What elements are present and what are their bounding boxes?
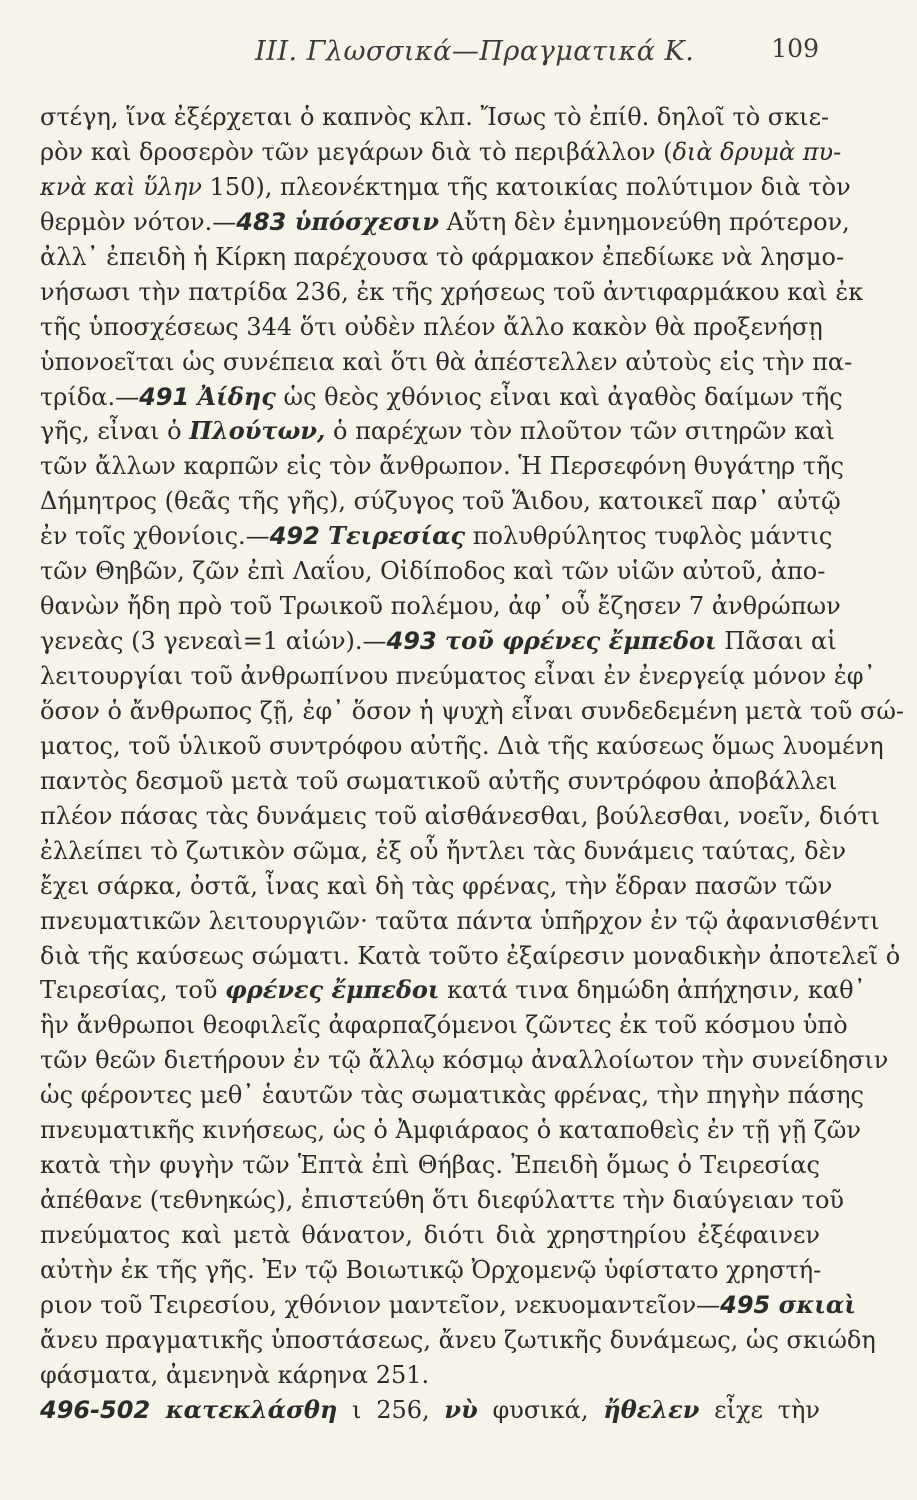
- text-run: εἶχε τὴν: [699, 1395, 820, 1424]
- text-run: λειτουργίαι τοῦ ἀνθρωπίνου πνεύματος εἶναι ἐν ἐνεργείᾳ μόνον ἐφ᾽: [40, 662, 876, 690]
- verse-number: 495: [720, 1290, 771, 1319]
- text-line: [40, 1218, 820, 1253]
- italic-quote: διὰ δρυμὰ πυ-: [672, 137, 842, 166]
- text-line: [40, 519, 833, 554]
- text-line: [40, 904, 880, 939]
- text-line: [40, 484, 841, 519]
- text-run: τῆς ὑποσχέσεως 344 ὅτι οὐδὲν πλέον ἄλλο κακὸν θὰ προξενήσῃ: [40, 312, 823, 341]
- verse-number: 492: [269, 522, 320, 551]
- text-run: πνευματικῆς κινήσεως, ὡς ὁ Ἀμφιάραος ὁ καταποθεὶς ἐν τῇ γῇ ζῶν: [40, 1116, 861, 1145]
- text-line: [40, 973, 866, 1008]
- text-run: Αὔτη δὲν ἐμνημονεύθη πρότερον,: [438, 207, 850, 236]
- lemma: Τειρεσίας: [319, 521, 466, 551]
- text-run: ὁ παρέχων τὸν πλοῦτον τῶν σιτηρῶν καὶ: [325, 417, 835, 446]
- text-run: 150), πλεονέκτημα τῆς κατοικίας πολύτιμον διὰ τὸν: [201, 172, 851, 201]
- lemma: φρένες ἔμπεδοι: [225, 975, 440, 1005]
- text-run: ἄνευ πραγματικῆς ὑποστάσεως, ἄνευ ζωτικῆς δυνάμεως, ὡς σκιώδη: [40, 1325, 876, 1354]
- text-line: [40, 1323, 876, 1358]
- text-run: κατὰ τὴν φυγὴν τῶν Ἑπτὰ ἐπὶ Θήβας. Ἐπειδὴ ὅμως ὁ Τειρεσίας: [40, 1151, 820, 1180]
- text-line: [40, 869, 833, 904]
- text-run: ἐν τοῖς χθονίοις.—: [40, 522, 270, 551]
- body-text: [40, 100, 905, 1428]
- text-run: ἔχει σάρκα, ὀστᾶ, ἶνας καὶ δὴ τὰς φρένας, τὴν ἕδραν πασῶν τῶν: [40, 871, 833, 900]
- text-run: φυσικά,: [477, 1395, 604, 1424]
- text-run: πλέον πάσας τὰς δυνάμεις τοῦ αἰσθάνεσθαι, βούλεσθαι, νοεῖν, διότι: [40, 801, 880, 830]
- text-run: γενεὰς (3 γενεαὶ=1 αἰών).—: [40, 627, 387, 656]
- text-run: αὐτὴν ἐκ τῆς γῆς. Ἐν τῷ Βοιωτικῷ Ὀρχομενῷ ὑφίστατο χρηστή-: [40, 1255, 822, 1284]
- text-run: διὰ τῆς καύσεως σώματι. Κατὰ τοῦτο ἐξαίρεσιν μοναδικὴν ἀποτελεῖ ὁ: [40, 941, 901, 970]
- text-line: [40, 275, 864, 310]
- text-line: [40, 170, 851, 205]
- text-run: Δήμητρος (θεᾶς τῆς γῆς), σύζυγος τοῦ Ἅιδου, κατοικεῖ παρ᾽ αὐτῷ: [40, 487, 841, 516]
- text-line: [40, 1393, 820, 1428]
- text-run: ὡς θεὸς χθόνιος εἶναι καὶ ἀγαθὸς δαίμων τῆς: [275, 382, 843, 411]
- text-line: [40, 1288, 856, 1323]
- text-run: παντὸς δεσμοῦ μετὰ τοῦ σωματικοῦ αὐτῆς συντρόφου ἀποβάλλει: [40, 766, 838, 795]
- lemma: κατεκλάσθη: [150, 1394, 338, 1424]
- text-run: πολυθρύλητος τυφλὸς μάντις: [465, 522, 833, 551]
- text-run: ριον τοῦ Τειρεσίου, χθόνιον μαντεῖον, νεκυομαντεῖον—: [40, 1290, 721, 1319]
- text-run: ὑπονοεῖται ὡς συνέπεια καὶ ὅτι θὰ ἀπέστελλεν αὐτοὺς εἰς τὴν πα-: [40, 347, 853, 376]
- text-run: ἣν ἄνθρωποι θεοφιλεῖς ἀφαρπαζόμενοι ζῶντες ἐκ τοῦ κόσμου ὑπὸ: [40, 1011, 848, 1040]
- verse-number: 496-502: [40, 1395, 151, 1424]
- text-run: νήσωσι τὴν πατρίδα 236, ἐκ τῆς χρήσεως τοῦ ἀντιφαρμάκου καὶ ἐκ: [40, 277, 864, 306]
- text-run: ματος, τοῦ ὑλικοῦ συντρόφου αὐτῆς. Διὰ τῆς καύσεως ὅμως λυομένη: [40, 731, 884, 760]
- text-run: τῶν Θηβῶν, ζῶν ἐπὶ Λαΐου, Οἰδίποδος καὶ τῶν υἱῶν αὐτοῦ, ἀπο-: [40, 557, 826, 586]
- text-run: φάσματα, ἀμενηνὰ κάρηνα 251.: [40, 1360, 430, 1389]
- text-line: [40, 449, 844, 484]
- text-line: [40, 799, 880, 834]
- text-line: [40, 414, 835, 449]
- text-run: Πᾶσαι αἱ: [716, 627, 837, 656]
- text-line: [40, 659, 876, 694]
- verse-number: 491: [139, 382, 190, 411]
- text-run: πνεύματος καὶ μετὰ θάνατον, διότι διὰ χρηστηρίου ἐξέφαινεν: [40, 1221, 820, 1249]
- text-line: [40, 554, 826, 589]
- lemma: σκιαὶ: [770, 1289, 856, 1319]
- text-run: ὅσον ὁ ἄνθρωπος ζῇ, ἐφ᾽ ὅσον ἡ ψυχὴ εἶναι συνδεδεμένη μετὰ τοῦ σώ-: [40, 696, 905, 725]
- text-line: [40, 1043, 889, 1078]
- text-run: ἀπέθανε (τεθνηκώς), ἐπιστεύθη ὅτι διεφύλαττε τὴν διαύγειαν τοῦ: [40, 1186, 844, 1215]
- text-line: [40, 1078, 864, 1113]
- text-line: [40, 310, 823, 345]
- text-run: ἀλλ᾽ ἐπειδὴ ἡ Κίρκη παρέχουσα τὸ φάρμακον ἐπεδίωκε νὰ λησμο-: [40, 242, 845, 271]
- text-line: [40, 135, 842, 170]
- page-number: 109: [771, 34, 819, 63]
- text-line: [40, 624, 837, 659]
- text-run: ὡς φέροντες μεθ᾽ ἑαυτῶν τὰς σωματικὰς φρένας, τὴν πηγὴν πάσης: [40, 1081, 864, 1110]
- text-line: [40, 1183, 844, 1218]
- text-line: [40, 764, 838, 799]
- text-line: [40, 939, 901, 974]
- text-run: τῶν ἄλλων καρπῶν εἰς τὸν ἄνθρωπον. Ἡ Περσεφόνη θυγάτηρ τῆς: [40, 452, 844, 481]
- text-line: [40, 1113, 861, 1148]
- italic-quote: κνὰ καὶ ὕλην: [40, 172, 202, 201]
- text-run: στέγη, ἵνα ἐξέρχεται ὁ καπνὸς κλπ. Ἴσως τὸ ἐπίθ. δηλοῖ τὸ σκιε-: [40, 103, 830, 131]
- text-line: [40, 729, 884, 764]
- lemma: ἤθελεν: [603, 1394, 700, 1424]
- lemma: Ἀίδης: [189, 381, 276, 411]
- text-line: [40, 834, 847, 869]
- text-line: [40, 380, 843, 415]
- page-header: [0, 36, 917, 76]
- text-run: κατά τινα δημώδη ἀπήχησιν, καθ᾽: [439, 976, 866, 1005]
- text-run: τρίδα.—: [40, 382, 140, 411]
- lemma: νὺ: [444, 1394, 478, 1424]
- text-line: [40, 589, 841, 624]
- text-line: [40, 100, 830, 135]
- verse-number: 493: [386, 627, 437, 656]
- text-line: [40, 1008, 848, 1043]
- text-line: [40, 1253, 820, 1288]
- text-run: Τειρεσίας, τοῦ: [40, 976, 226, 1005]
- text-run: πνευματικῶν λειτουργιῶν· ταῦτα πάντα ὑπῆρχον ἐν τῷ ἀφανισθέντι: [40, 906, 880, 935]
- text-line: [40, 694, 905, 729]
- text-line: [40, 345, 853, 380]
- running-title: III. Γλωσσικά—Πραγματικά Κ.: [255, 36, 695, 67]
- text-line: [40, 1358, 820, 1393]
- text-run: θανὼν ἤδη πρὸ τοῦ Τρωικοῦ πολέμου, ἀφ᾽ οὗ ἔζησεν 7 ἀνθρώπων: [40, 592, 841, 621]
- text-run: γῆς, εἶναι ὁ: [40, 417, 190, 446]
- lemma: ὑπόσχεσιν: [286, 206, 439, 236]
- text-line: [40, 240, 845, 275]
- lemma: τοῦ φρένες ἔμπεδοι: [436, 626, 717, 656]
- verse-number: 483: [236, 207, 287, 236]
- text-run: ρὸν καὶ δροσερὸν τῶν μεγάρων διὰ τὸ περιβάλλον (: [40, 137, 673, 166]
- text-run: ι 256,: [337, 1395, 445, 1424]
- text-run: θερμὸν νότον.—: [40, 207, 237, 236]
- text-line: [40, 205, 850, 240]
- text-run: τῶν θεῶν διετήρουν ἐν τῷ ἄλλῳ κόσμῳ ἀναλλοίωτον τὴν συνείδησιν: [40, 1046, 889, 1075]
- lemma: Πλούτων,: [189, 416, 326, 446]
- text-run: ἐλλείπει τὸ ζωτικὸν σῶμα, ἐξ οὗ ἤντλει τὰς δυνάμεις ταύτας, δὲν: [40, 836, 847, 865]
- text-line: [40, 1148, 820, 1183]
